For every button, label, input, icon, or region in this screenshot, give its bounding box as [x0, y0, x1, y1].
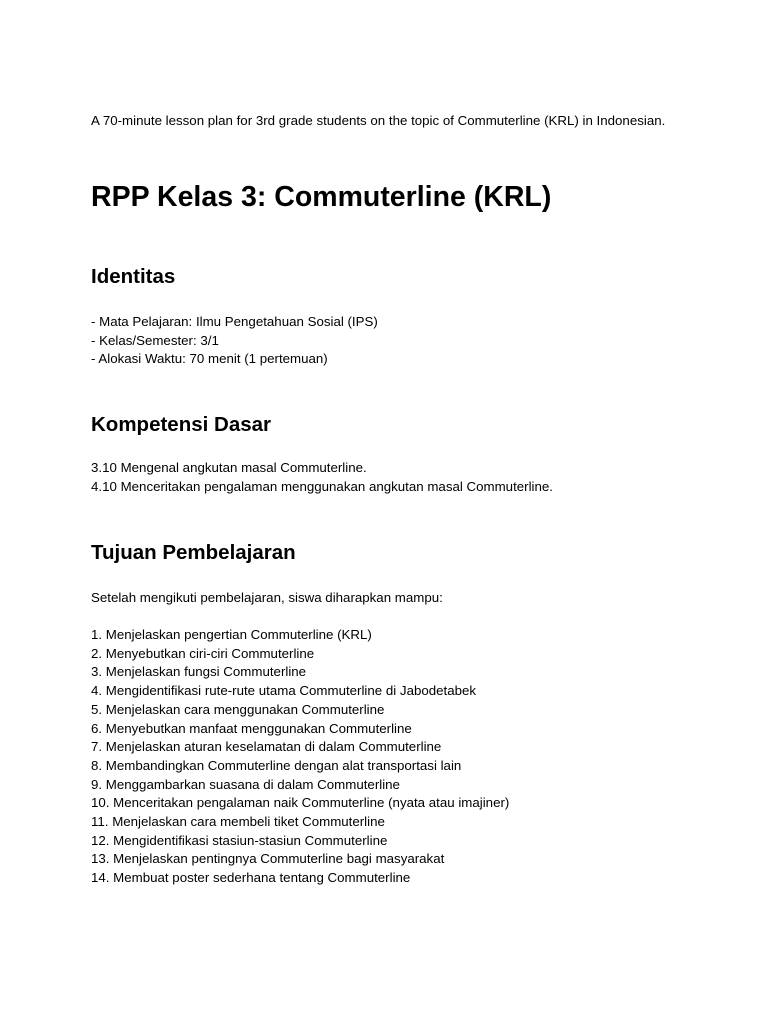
list-item: 3.10 Mengenal angkutan masal Commuterline.: [91, 460, 367, 475]
tujuan-intro: Setelah mengikuti pembelajaran, siswa diharapkan mampu:: [91, 590, 443, 605]
identitas-heading: Identitas: [91, 265, 176, 288]
list-item: - Kelas/Semester: 3/1: [91, 332, 219, 348]
page-title: RPP Kelas 3: Commuterline (KRL): [91, 181, 552, 213]
list-item: 9. Menggambarkan suasana di dalam Commuterline: [91, 776, 400, 792]
list-item: 3. Menjelaskan fungsi Commuterline: [91, 664, 307, 680]
tujuan-heading: Tujuan Pembelajaran: [91, 541, 296, 564]
kompetensi-list: [91, 459, 553, 496]
list-item: 13. Menjelaskan pentingnya Commuterline bagi masyarakat: [91, 851, 445, 867]
list-item: - Mata Pelajaran: Ilmu Pengetahuan Sosial (IPS): [91, 314, 378, 329]
tujuan-list: [91, 626, 509, 888]
list-item: 11. Menjelaskan cara membeli tiket Commuterline: [91, 814, 385, 830]
list-item: 4.10 Menceritakan pengalaman menggunakan angkutan masal Commuterline.: [91, 478, 553, 494]
identitas-list: [91, 313, 378, 369]
list-item: 4. Mengidentifikasi rute-rute utama Commuterline di Jabodetabek: [91, 683, 477, 699]
list-item: 6. Menyebutkan manfaat menggunakan Commuterline: [91, 720, 412, 736]
list-item: 5. Menjelaskan cara menggunakan Commuterline: [91, 701, 385, 717]
list-item: - Alokasi Waktu: 70 menit (1 pertemuan): [91, 351, 328, 367]
list-item: 1. Menjelaskan pengertian Commuterline (KRL): [91, 627, 372, 642]
list-item: 10. Menceritakan pengalaman naik Commuterline (nyata atau imajiner): [91, 795, 510, 811]
list-item: 7. Menjelaskan aturan keselamatan di dalam Commuterline: [91, 739, 442, 755]
intro-text: A 70-minute lesson plan for 3rd grade students on the topic of Commuterline (KRL) in Indonesian.: [91, 113, 666, 128]
kompetensi-heading: Kompetensi Dasar: [91, 413, 272, 436]
list-item: 2. Menyebutkan ciri-ciri Commuterline: [91, 645, 315, 661]
list-item: 8. Membandingkan Commuterline dengan alat transportasi lain: [91, 757, 462, 773]
list-item: 14. Membuat poster sederhana tentang Commuterline: [91, 870, 411, 886]
list-item: 12. Mengidentifikasi stasiun-stasiun Commuterline: [91, 832, 388, 848]
